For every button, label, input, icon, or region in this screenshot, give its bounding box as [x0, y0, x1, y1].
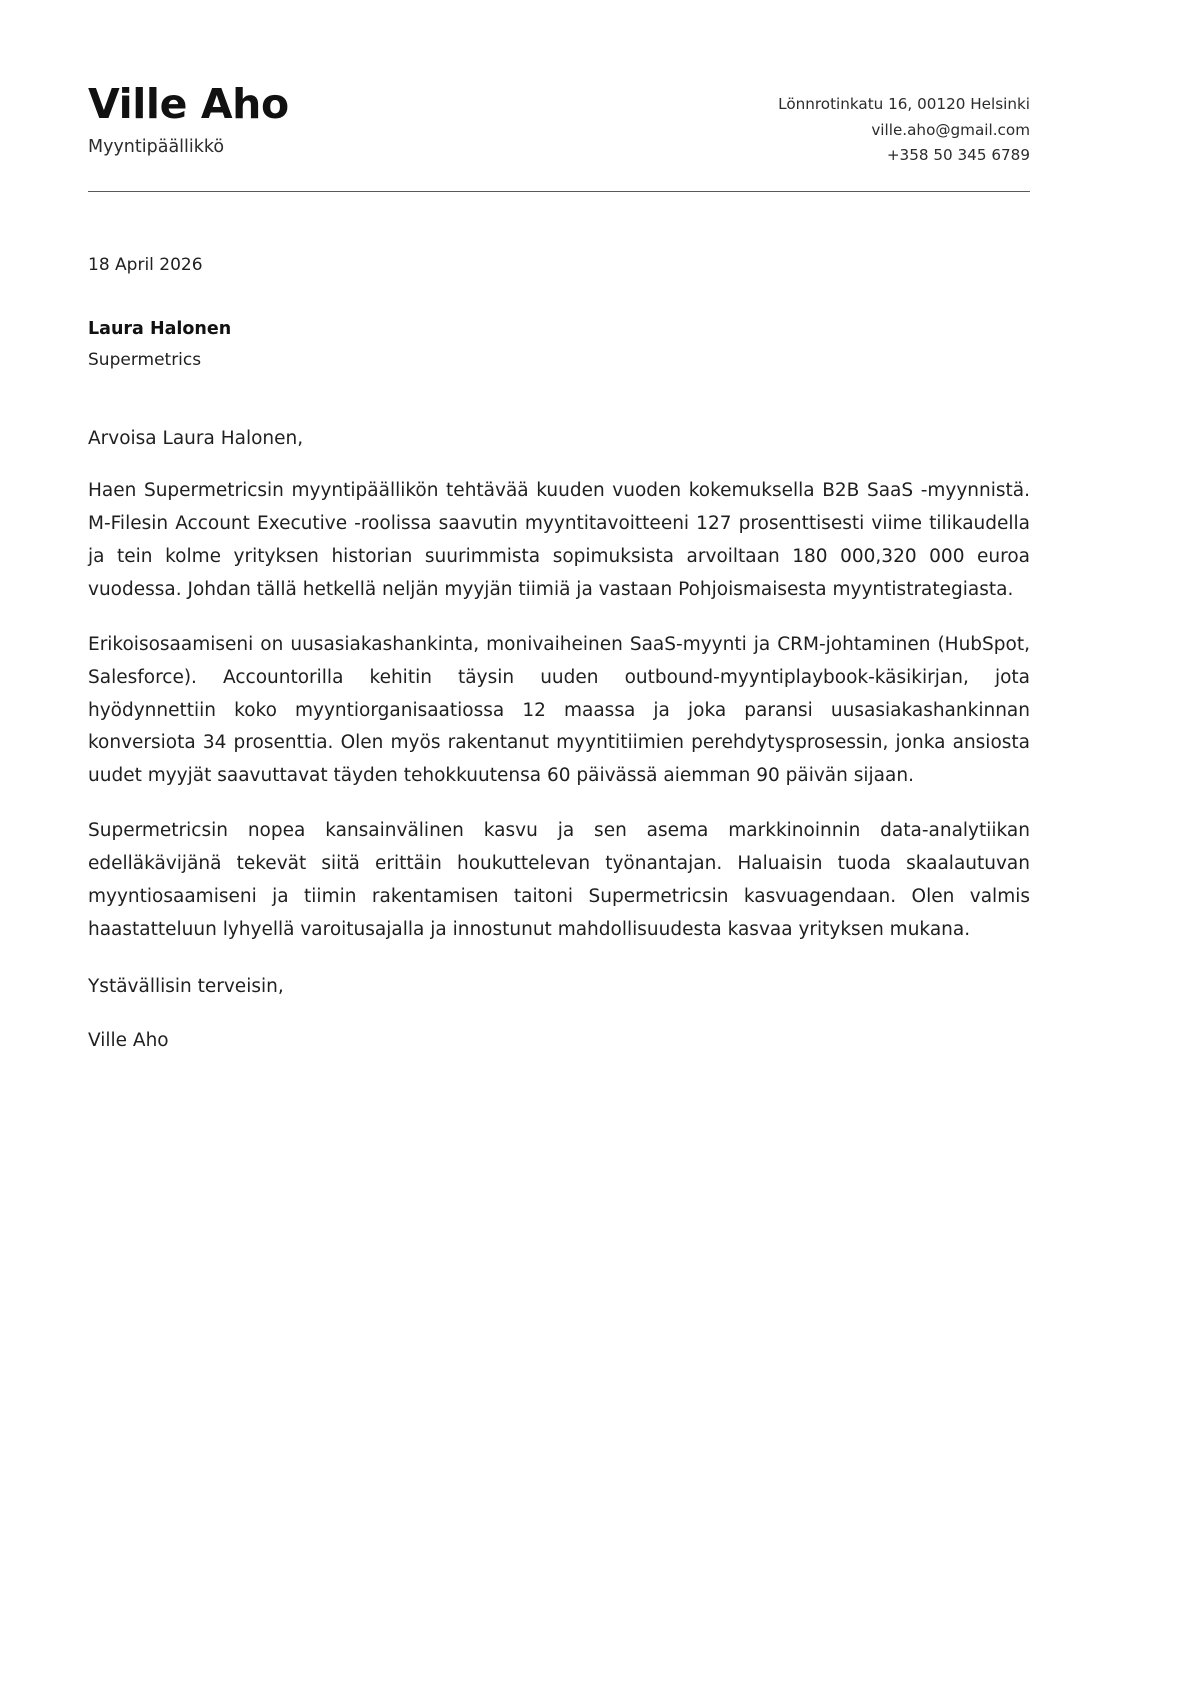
letter-date: 18 April 2026 — [88, 254, 203, 275]
applicant-name: Ville Aho — [88, 80, 289, 128]
contact-block — [778, 78, 1030, 169]
applicant-job-title: Myyntipäällikkö — [88, 137, 225, 158]
body-paragraph-1: Haen Supermetricsin myyntipäällikön tehtävää kuuden vuoden kokemuksella B2B SaaS -myynnistä. M-Filesin Account Executive -roolissa saavutin myyntitavoitteeni 127 prosenttisesti viime tilikaudella ja tein kolme yrityksen historian suurimmista sopimuksista arvoiltaan 180 000,320 000 euroa vuodessa. Johdan tällä hetkellä neljän myyjän tiimiä ja vastaan Pohjoismaisesta myyntistrategiasta. — [88, 480, 1030, 600]
body-paragraph-2: Erikoisosaamiseni on uusasiakashankinta, monivaiheinen SaaS-myynti ja CRM-johtaminen (HubSpot, Salesforce). Accountorilla kehitin täysin uuden outbound-myyntiplaybook-käsikirjan, jota hyödynnettiin koko myyntiorganisaatiossa 12 maassa ja joka paransi uusasiakashankinnan konversiota 34 prosenttia. Olen myös rakentanut myyntitiimien perehdytysprosessin, jonka ansiosta uudet myyjät saavuttavat täyden tehokkuutensa 60 päivässä aiemman 90 päivän sijaan. — [88, 633, 1030, 787]
identity-block — [88, 78, 289, 158]
letter-header — [88, 78, 1030, 169]
letter-body — [88, 254, 1030, 1055]
contact-address: Lönnrotinkatu 16, 00120 Helsinki — [778, 95, 1030, 113]
signature-name: Ville Aho — [88, 1029, 169, 1051]
recipient-block — [88, 317, 1030, 373]
recipient-company: Supermetrics — [88, 349, 202, 370]
body-paragraph-3: Supermetricsin nopea kansainvälinen kasvu ja sen asema markkinoinnin data-analytiikan edelläkävijänä tekevät siitä erittäin houkuttelevan työnantajan. Haluaisin tuoda skaalautuvan myyntiosaamiseni ja tiimin rakentamisen taitoni Supermetricsin kasvuagendaan. Olen valmis haastatteluun lyhyellä varoitusajalla ja innostunut mahdollisuudesta kasvaa yrityksen mukana. — [88, 820, 1030, 941]
contact-phone: +358 50 345 6789 — [886, 146, 1030, 165]
header-divider — [88, 191, 1030, 192]
contact-email[interactable]: ville.aho@gmail.com — [871, 120, 1030, 139]
recipient-name: Laura Halonen — [88, 319, 232, 340]
closing-line: Ystävällisin terveisin, — [88, 976, 284, 997]
salutation: Arvoisa Laura Halonen, — [88, 428, 304, 450]
